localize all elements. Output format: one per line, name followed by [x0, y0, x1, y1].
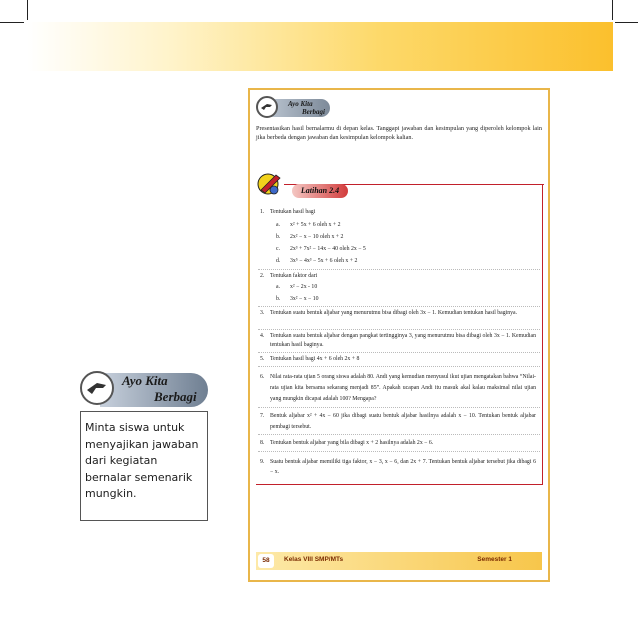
divider: [258, 366, 540, 367]
hand-icon: [80, 371, 114, 405]
crop-mark: [615, 22, 638, 23]
crop-mark: [612, 0, 613, 20]
ayo-line2: Berbagi: [302, 108, 325, 116]
crop-mark: [0, 22, 24, 23]
badge-line2: Berbagi: [154, 389, 197, 404]
divider: [258, 306, 540, 307]
latihan-title: Latihan 2.4: [292, 184, 348, 198]
hand-icon: [256, 96, 278, 118]
note-box: [80, 411, 208, 521]
divider: [258, 329, 540, 330]
divider: [258, 352, 540, 353]
ayo-line1: Ayo Kita: [288, 100, 313, 108]
divider: [258, 407, 540, 408]
badge-line1: Ayo Kita: [122, 373, 168, 388]
exercise-number: 1.: [260, 209, 265, 215]
page-footer: [256, 552, 542, 570]
ayo-kita-berbagi-badge: [80, 367, 208, 409]
semester-label: Semester 1: [477, 556, 512, 563]
note-text: Minta siswa untuk menyajikan jawaban dari kegiatan bernalar semenarik mungkin.: [85, 421, 199, 500]
book-title: Kelas VIII SMP/MTs: [284, 556, 344, 563]
header-banner: [27, 22, 613, 71]
intro-paragraph: Presentasikan hasil bernalarmu di depan kelas. Tanggapi jawaban dan kesimpulan yang diperoleh kelompok lain jika berbeda dengan jawaban dan kesimpulan kelompok kalian.: [256, 125, 542, 141]
divider: [258, 269, 540, 270]
crop-mark: [27, 0, 28, 20]
divider: [258, 434, 540, 435]
divider: [258, 451, 540, 452]
exercise-box: 1. Tentukan hasil bagi a. x² + 5x + 6 oleh x + 2 b. 2x² − x − 10 oleh x + 2 c. 2x³ + 7x² − 14x − 40 oleh 2x − 5 d. 3x⁵ − 4x³ − 5x + 6 oleh x + 2 2. Tentukan faktor dari a. x² − 2x - 10 b. 3x² − x − 10 3. Tentukan suatu bentuk aljabar yang menurutmu bisa dibagi oleh 3x − 1. Kemudian tentukan hasil baginya. 4. Tentukan suatu bentuk aljabar dengan pangkat tertingginya 3, yang menurutmu bisa dibagi oleh 3x − 1. Kemudian tentukan hasil baginya. 5. Tentukan hasil bagi 4x + 6 oleh 2x + 8 6. Nilai rata-rata ujian 5 orang siswa adalah 80. Andi yang kemudian menyusul ikut ujian mengatakan bahwa “Nilai-rata ujian kita bersama sekarang menjadi 85”. Apakah ucapan Andi itu masuk akal kalau maksimal nilai ujian yang mungkin dicapai adalah 100? Mengapa? 7. Bentuk aljabar x² + 4x − 60 jika dibagi suatu bentuk aljabar hasilnya adalah x − 10. Tentukan bentuk aljabar pembagi tersebut. 8. Tentukan bentuk aljabar yang bila dibagi x + 2 hasilnya adalah 2x − 6. 9. Suatu bentuk aljabar memiliki tiga faktor, x − 3, x − 6, dan 2x + 7. Tentukan bentuk aljabar tersebut jika dibagi 6 − x.: [256, 185, 543, 485]
badge-bar: [100, 373, 208, 407]
page-number: 58: [258, 554, 274, 568]
ayo-kita-berbagi-label: [256, 96, 332, 118]
exercise-text: Tentukan hasil bagi: [270, 209, 316, 215]
